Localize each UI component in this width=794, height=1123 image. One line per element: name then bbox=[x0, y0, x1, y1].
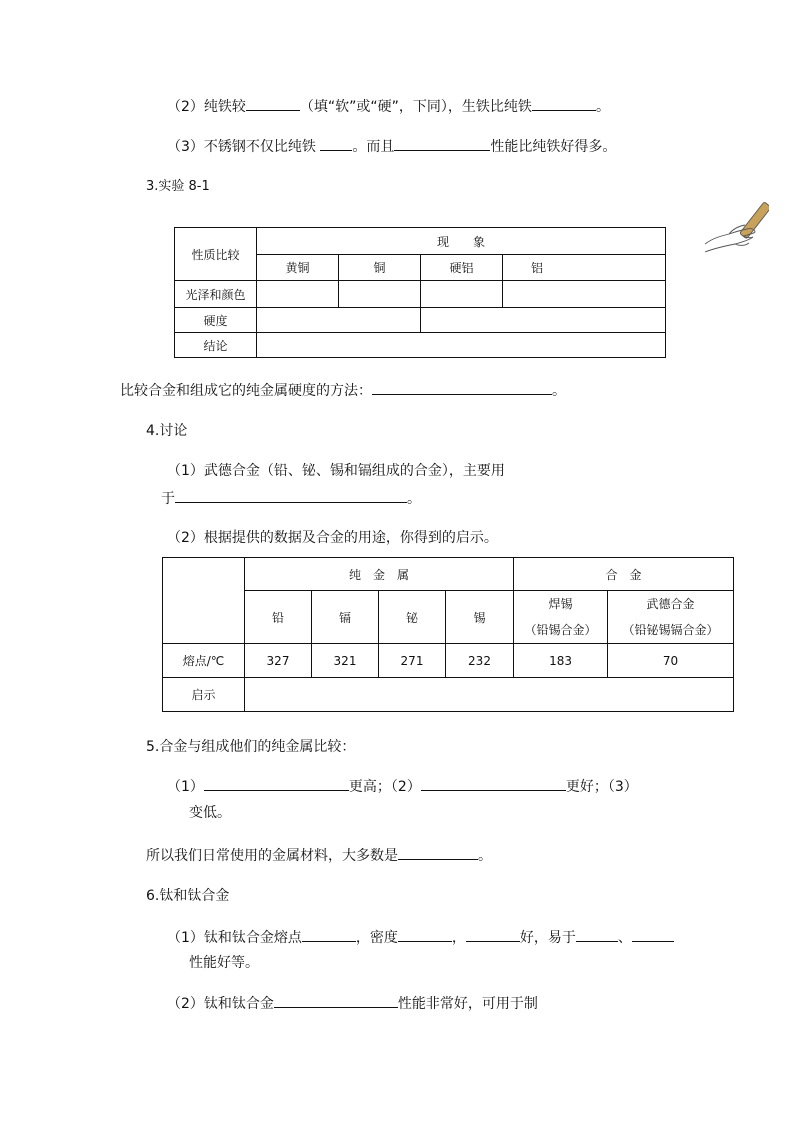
section-6-q2-line bbox=[167, 993, 538, 1014]
hint-cell[interactable] bbox=[245, 678, 734, 712]
discussion-1-prefix: 于 bbox=[161, 491, 175, 507]
metal-tin: 锡 bbox=[446, 591, 514, 644]
metal-lead: 铅 bbox=[245, 591, 312, 644]
section-5-p1: （1） bbox=[167, 779, 204, 795]
q2-text-b: （填“软”或“硬”，下同），生铁比纯铁 bbox=[299, 99, 532, 115]
so-blank[interactable] bbox=[398, 845, 478, 860]
melting-point-table bbox=[162, 557, 734, 712]
q2-end: 。 bbox=[595, 99, 610, 115]
alloy-wood bbox=[608, 591, 734, 644]
alloy-solder-name: 焊锡 bbox=[548, 597, 573, 611]
so-end: 。 bbox=[478, 848, 492, 864]
section-6-q2-blank[interactable] bbox=[274, 993, 398, 1008]
section-6-title: 6.钛和钛合金 bbox=[146, 888, 230, 904]
metal-cadmium: 镉 bbox=[312, 591, 379, 644]
cell-hardness-2[interactable] bbox=[421, 308, 666, 333]
section-3-title: 3.实验 8-1 bbox=[146, 179, 210, 194]
section-6-q1e: 、 bbox=[617, 930, 632, 946]
mp-lead: 327 bbox=[245, 644, 312, 678]
property-compare-header: 性质比较 bbox=[175, 228, 257, 281]
section-5-blank-2[interactable] bbox=[421, 776, 566, 791]
discussion-1-blank[interactable] bbox=[175, 488, 407, 503]
metal-aluminium: 铝 bbox=[503, 255, 666, 281]
method-end: 。 bbox=[552, 383, 566, 399]
mp-bismuth: 271 bbox=[379, 644, 446, 678]
metal-copper: 铜 bbox=[339, 255, 421, 281]
alloy-header: 合 金 bbox=[514, 558, 734, 591]
q2-number: （2） bbox=[167, 99, 204, 115]
section-6-q1c: ， bbox=[451, 930, 466, 946]
section-4-title: 4.讨论 bbox=[146, 423, 188, 439]
hint-label: 启示 bbox=[163, 678, 245, 712]
section-5-line-1 bbox=[167, 776, 638, 797]
q3-text-a: 不锈钢不仅比纯铁 bbox=[203, 139, 316, 155]
section-5-title: 5.合金与组成他们的纯金属比较： bbox=[146, 739, 356, 755]
section-5-blank-1[interactable] bbox=[204, 776, 349, 791]
pure-metal-header: 纯 金 属 bbox=[245, 558, 514, 591]
row-hardness: 硬度 bbox=[175, 308, 257, 333]
cell-copper-luster[interactable] bbox=[339, 281, 421, 308]
experiment-table bbox=[174, 227, 666, 358]
section-6-q1b: ，密度 bbox=[355, 930, 398, 946]
section-6-q1-line-2: 性能好等。 bbox=[189, 955, 259, 971]
metal-brass: 黄铜 bbox=[257, 255, 339, 281]
cell-conclusion[interactable] bbox=[257, 333, 666, 358]
mp-cadmium: 321 bbox=[312, 644, 379, 678]
discussion-1-end: 。 bbox=[407, 491, 421, 507]
section-6-q1-line-1 bbox=[167, 927, 674, 948]
melting-point-label: 熔点/℃ bbox=[163, 644, 245, 678]
discussion-1-line-2 bbox=[161, 488, 421, 509]
section-6-q1a: （1）钛和钛合金熔点 bbox=[167, 930, 302, 946]
metal-duralumin: 硬铝 bbox=[421, 255, 503, 281]
q2-blank-2[interactable] bbox=[532, 96, 596, 111]
mp-wood: 70 bbox=[608, 644, 734, 678]
cell-duralumin-luster[interactable] bbox=[421, 281, 503, 308]
cell-brass-luster[interactable] bbox=[257, 281, 339, 308]
section-6-q2b: 性能非常好，可用于制 bbox=[397, 996, 538, 1012]
alloy-wood-name: 武德合金 bbox=[646, 597, 695, 611]
q3-blank-2[interactable] bbox=[394, 136, 490, 151]
row-luster-color: 光泽和颜色 bbox=[175, 281, 257, 308]
so-text: 所以我们日常使用的金属材料，大多数是 bbox=[146, 848, 398, 864]
alloy-solder bbox=[514, 591, 608, 644]
process-blank-2[interactable] bbox=[632, 927, 674, 942]
method-line bbox=[120, 380, 566, 401]
mp-solder: 183 bbox=[514, 644, 608, 678]
discussion-1-line-1: （1）武德合金（铅、铋、锡和镉组成的合金），主要用 bbox=[167, 463, 505, 479]
method-text: 比较合金和组成它的纯金属硬度的方法： bbox=[120, 383, 372, 399]
alloy-solder-sub: （铅锡合金） bbox=[524, 623, 597, 637]
q2-blank-1[interactable] bbox=[246, 96, 300, 111]
discussion-2-text: （2）根据提供的数据及合金的用途，你得到的启示。 bbox=[167, 530, 498, 546]
section-5-t2: 更好；（3） bbox=[565, 779, 638, 795]
method-blank[interactable] bbox=[372, 380, 552, 395]
q3-text-b: 。而且 bbox=[352, 139, 395, 155]
process-blank-1[interactable] bbox=[576, 927, 618, 942]
section-6-q1d: 好，易于 bbox=[519, 930, 576, 946]
section-5-t1: 更高；（2） bbox=[348, 779, 421, 795]
q3-number: （3） bbox=[167, 139, 204, 155]
alloy-wood-sub: （铅铋锡镉合金） bbox=[622, 623, 719, 637]
q3-blank-1[interactable] bbox=[320, 136, 352, 151]
melting-point-blank[interactable] bbox=[302, 927, 356, 942]
q2-line bbox=[167, 96, 610, 117]
q3-text-c: 性能比纯铁好得多。 bbox=[490, 139, 617, 155]
cell-hardness-1[interactable] bbox=[257, 308, 421, 333]
hand-scratch-illustration bbox=[703, 196, 769, 258]
density-blank[interactable] bbox=[398, 927, 452, 942]
row-conclusion: 结论 bbox=[175, 333, 257, 358]
blank-corner-cell bbox=[163, 558, 245, 644]
mp-tin: 232 bbox=[446, 644, 514, 678]
q2-text-a: 纯铁较 bbox=[203, 99, 246, 115]
so-line bbox=[146, 845, 492, 866]
section-5-line-2: 变低。 bbox=[189, 805, 231, 821]
cell-aluminium-luster[interactable] bbox=[503, 281, 666, 308]
phenomenon-header: 现 象 bbox=[257, 228, 666, 255]
section-6-q2a: （2）钛和钛合金 bbox=[167, 996, 274, 1012]
q3-line bbox=[167, 136, 616, 157]
metal-bismuth: 铋 bbox=[379, 591, 446, 644]
property-blank[interactable] bbox=[466, 927, 520, 942]
